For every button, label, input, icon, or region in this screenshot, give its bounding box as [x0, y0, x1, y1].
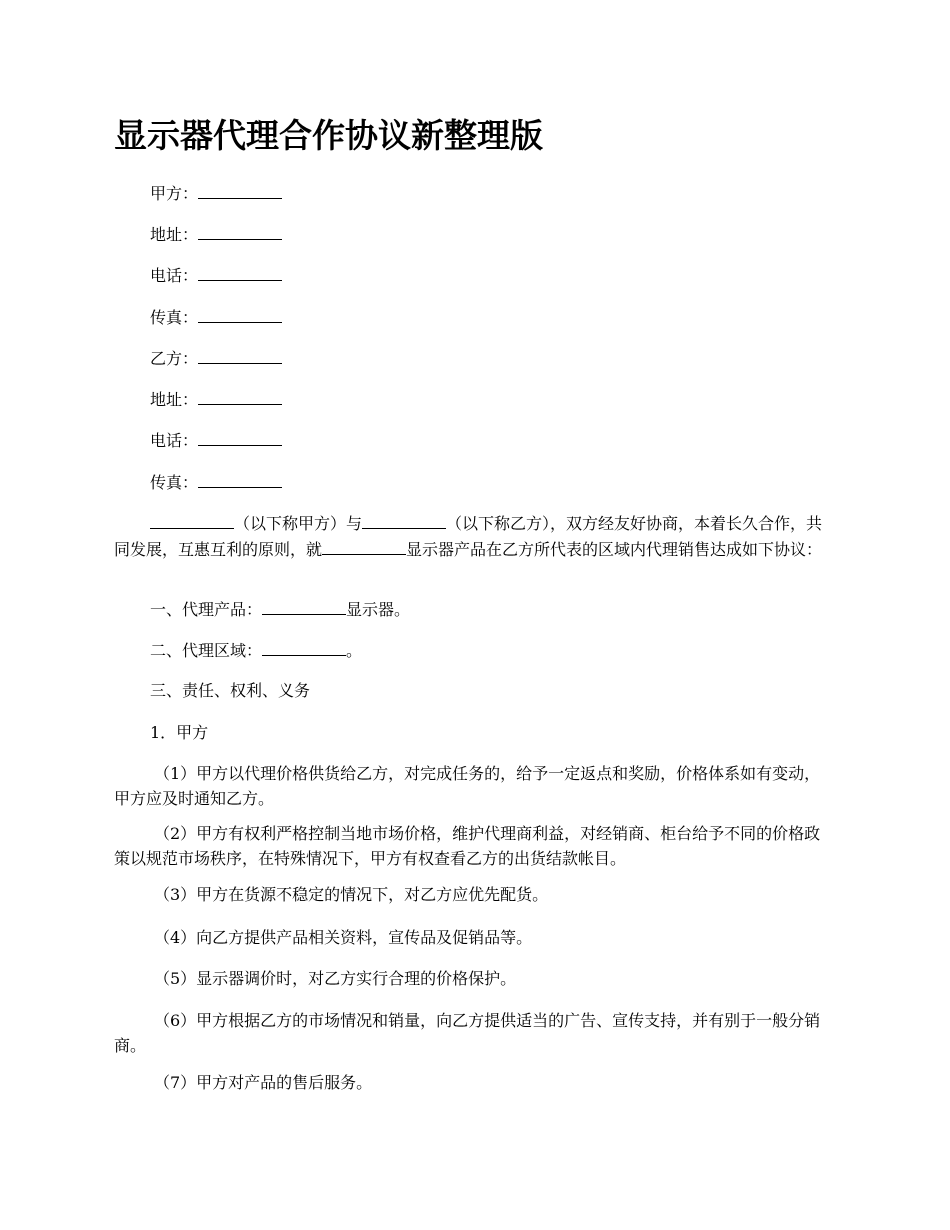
section-1-label: 一、代理产品：	[150, 600, 263, 619]
clause-1: （1）甲方以代理价格供货给乙方，对完成任务的，给予一定返点和奖励，价格体系如有变动，甲方应及时通知乙方。	[114, 764, 821, 808]
blank-line	[198, 221, 282, 240]
blank-line	[198, 345, 282, 364]
blank-line	[362, 510, 446, 529]
clause-7: （7）甲方对产品的售后服务。	[154, 1073, 373, 1092]
blank-line	[198, 469, 282, 488]
blank-line	[198, 386, 282, 405]
sub-1-heading	[114, 720, 836, 745]
blank-line	[262, 596, 346, 615]
intro-paragraph	[114, 510, 836, 562]
party-b-name-line	[114, 345, 836, 371]
section-1-line	[114, 596, 836, 622]
party-b-name-label: 乙方：	[150, 349, 199, 368]
blank-line	[198, 427, 282, 446]
party-a-address-line	[114, 221, 836, 247]
blank-line	[198, 304, 282, 323]
clause-3: （3）甲方在货源不稳定的情况下，对乙方应优先配货。	[154, 885, 549, 904]
party-a-name-line	[114, 180, 836, 206]
party-a-phone-label: 电话：	[150, 266, 199, 285]
party-b-fax-line	[114, 469, 836, 495]
blank-line	[198, 180, 282, 199]
section-2-suffix: 。	[346, 641, 363, 660]
clause-6: （6）甲方根据乙方的市场情况和销量，向乙方提供适当的广告、宣传支持，并有别于一般分销商。	[114, 1011, 821, 1055]
section-3-heading	[114, 678, 836, 703]
party-b-fax-label: 传真：	[150, 473, 199, 492]
party-a-name-label: 甲方：	[150, 184, 199, 203]
section-2-line	[114, 637, 836, 663]
party-b-address-label: 地址：	[150, 390, 199, 409]
document-title: 显示器代理合作协议新整理版	[114, 116, 543, 155]
blank-line	[322, 536, 406, 555]
intro-part-1: （以下称甲方）与	[234, 514, 363, 533]
party-b-phone-line	[114, 427, 836, 453]
party-a-fax-line	[114, 304, 836, 330]
blank-line	[150, 510, 234, 529]
clause-5: （5）显示器调价时，对乙方实行合理的价格保护。	[154, 969, 517, 988]
section-2-label: 二、代理区域：	[150, 641, 263, 660]
clause-2: （2）甲方有权利严格控制当地市场价格，维护代理商利益，对经销商、柜台给予不同的价格政策以规范市场秩序，在特殊情况下，甲方有权查看乙方的出货结款帐目。	[114, 824, 821, 868]
party-a-phone-line	[114, 262, 836, 288]
party-a-fax-label: 传真：	[150, 308, 199, 327]
clause-4: （4）向乙方提供产品相关资料，宣传品及促销品等。	[154, 928, 533, 947]
blank-line	[198, 262, 282, 281]
intro-part-2: （以下称乙方），双方经友好协商，本着长久合作，共同发展，互惠互利的原则，就	[114, 514, 823, 559]
party-b-address-line	[114, 386, 836, 412]
intro-part-3: 显示器产品在乙方所代表的区域内代理销售达成如下协议：	[406, 540, 823, 559]
blank-line	[262, 637, 346, 656]
party-b-phone-label: 电话：	[150, 431, 199, 450]
sub-1-label: 1．甲方	[150, 723, 209, 742]
section-1-suffix: 显示器。	[346, 600, 411, 619]
section-3-label: 三、责任、权利、义务	[150, 681, 311, 700]
party-a-address-label: 地址：	[150, 225, 199, 244]
